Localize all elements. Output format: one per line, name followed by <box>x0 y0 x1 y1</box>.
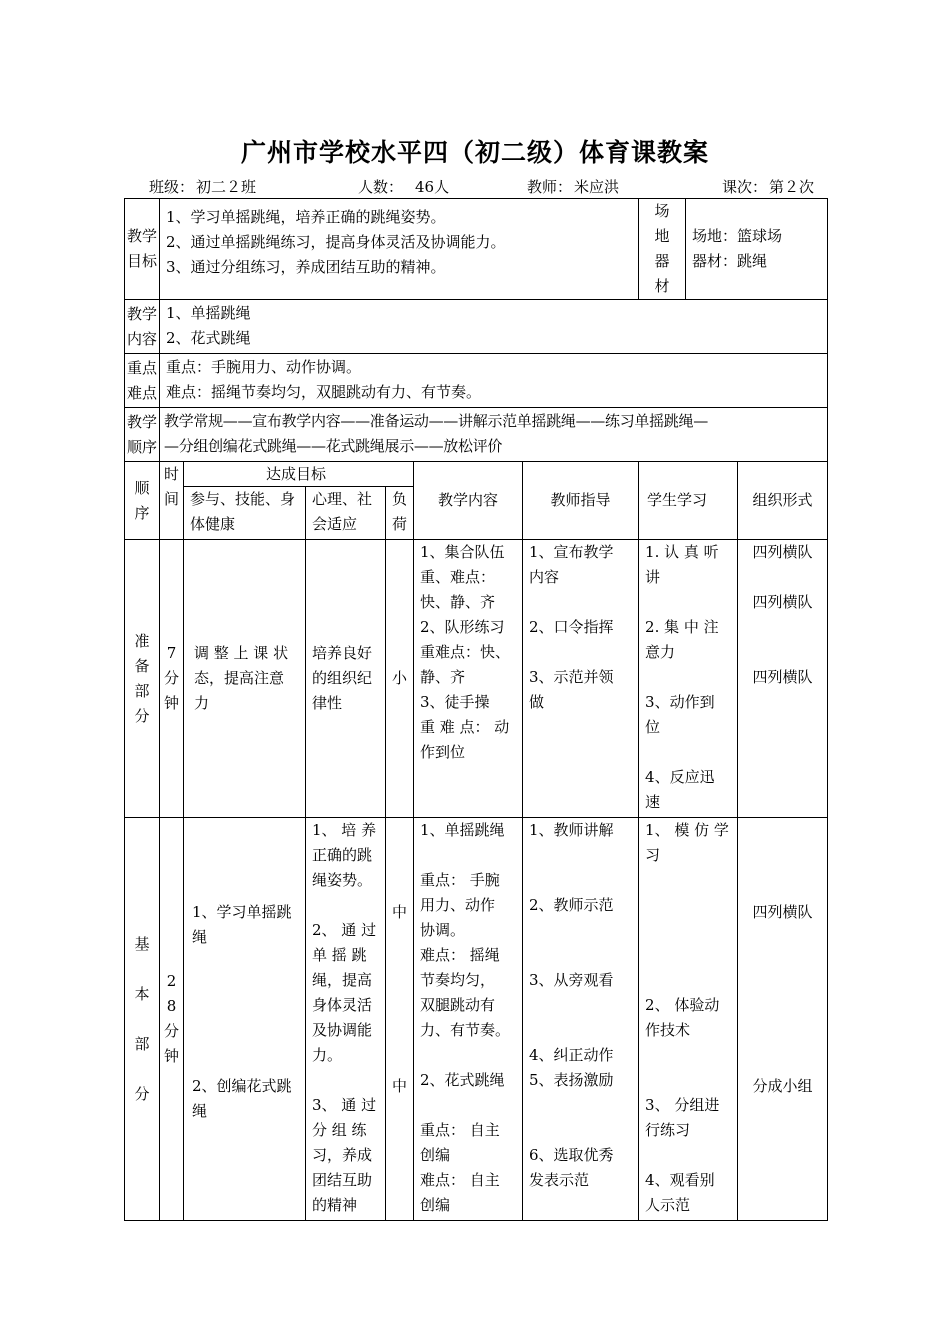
objective-item: 3、通过分组练习，养成团结互助的精神。 <box>166 258 446 276</box>
basic-load <box>386 818 414 1221</box>
guide-header: 教师指导 <box>523 462 639 540</box>
prep-time: 7 分 钟 <box>160 540 184 818</box>
basic-org-2: 分成小组 <box>752 1077 813 1095</box>
prep-section-label: 准 备 部 分 <box>125 540 160 818</box>
student-header: 学生学习 <box>639 462 738 540</box>
keypoints-row <box>125 354 828 408</box>
objectives-label: 教学 目标 <box>125 199 160 300</box>
basic-skill-1: 1、学习单摇跳 绳 <box>192 903 292 946</box>
teacher-info <box>527 176 619 197</box>
lesson-plan-table <box>124 198 828 1221</box>
header-row-1 <box>125 462 828 487</box>
basic-skill-2: 2、创编花式跳 绳 <box>192 1077 292 1120</box>
load-header: 负 荷 <box>386 487 414 540</box>
teacher-value: 米应洪 <box>574 178 620 196</box>
venue-value: 场地：篮球场 <box>692 227 783 245</box>
basic-row <box>125 818 828 1221</box>
prep-mental: 培养良好 的组织纪 律性 <box>306 540 386 818</box>
content-label: 教学 内容 <box>125 300 160 354</box>
basic-section-label: 基 本 部 分 <box>125 818 160 1221</box>
keypoints-label: 重点 难点 <box>125 354 160 408</box>
keypoint-item: 难点：摇绳节奏均匀，双腿跳动有力、有节奏。 <box>166 383 482 401</box>
basic-org-1: 四列横队 <box>752 903 813 921</box>
basic-guide: 1、教师讲解 2、教师示范 3、从旁观看 4、纠正动作 5、表扬激励 6、选取优秀 发表示范 <box>523 818 639 1221</box>
prep-content: 1、集合队伍 重、难点： 快、静、齐 2、队形练习 重难点：快、 静、齐 3、徒手操 重 难 点： 动 作到位 <box>414 540 523 818</box>
prep-skill: 调 整 上 课 状 态，提高注意 力 <box>184 540 306 818</box>
lesson-value: 第２次 <box>769 178 815 196</box>
basic-content: 1、单摇跳绳 重点： 手腕 用力、动作 协调。 难点： 摇绳 节奏均匀， 双腿跳动有 力、有节奏。 2、花式跳绳 重点： 自主 创编 难点： 自主 创编 <box>414 818 523 1221</box>
prep-load: 小 <box>386 540 414 818</box>
content-row <box>125 300 828 354</box>
objective-item: 1、学习单摇跳绳，培养正确的跳绳姿势。 <box>166 208 446 226</box>
basic-load-2: 中 <box>391 1077 407 1095</box>
basic-mental: 1、 培 养 正确的跳 绳姿势。 2、 通 过 单 摇 跳 绳，提高 身体灵活 及协调能 力。 3、 通 过 分 组 练 习，养成 团结互助 的精神 <box>306 818 386 1221</box>
equipment-value: 器材：跳绳 <box>692 252 768 270</box>
objectives-row <box>125 199 828 300</box>
basic-skill <box>184 818 306 1221</box>
prep-row <box>125 540 828 818</box>
time-header: 时 间 <box>160 462 184 540</box>
objective-item: 2、通过单摇跳绳练习，提高身体灵活及协调能力。 <box>166 233 506 251</box>
prep-org: 四列横队 四列横队 四列横队 <box>738 540 828 818</box>
count-label: 人数： <box>358 178 404 196</box>
basic-time: 2 8 分 钟 <box>160 818 184 1221</box>
class-value: 初二２班 <box>196 178 257 196</box>
page-title: 广州市学校水平四（初二级）体育课教案 <box>240 138 709 167</box>
basic-load-1: 中 <box>391 903 407 921</box>
lesson-label: 课次： <box>722 178 768 196</box>
mental-header: 心理、社 会适应 <box>306 487 386 540</box>
teacher-label: 教师： <box>527 178 573 196</box>
order-text: 教学常规——宣布教学内容——准备运动——讲解示范单摇跳绳——练习单摇跳绳— —分组创编花式跳绳——花式跳绳展示——放松评价 <box>160 408 828 462</box>
objectives-list <box>160 199 639 300</box>
prep-student: 1. 认 真 听 讲 2. 集 中 注 意力 3、动作到 位 4、反应迅 速 <box>639 540 738 818</box>
count-value: 46人 <box>415 178 450 196</box>
class-info <box>149 176 256 197</box>
seq-header: 顺 序 <box>125 462 160 540</box>
keypoints-list <box>160 354 828 408</box>
order-label: 教学 顺序 <box>125 408 160 462</box>
teach-content-header: 教学内容 <box>414 462 523 540</box>
content-item: 2、花式跳绳 <box>166 329 251 347</box>
goals-header: 达成目标 <box>184 462 414 487</box>
basic-student: 1、 模 仿 学 习 2、 体验动 作技术 3、 分组进 行练习 4、观看别 人示范 <box>639 818 738 1221</box>
basic-org <box>738 818 828 1221</box>
class-label: 班级： <box>149 178 195 196</box>
venue-label: 场 地 器 材 <box>639 199 686 299</box>
prep-guide: 1、宣布教学 内容 2、口令指挥 3、示范并领 做 <box>523 540 639 818</box>
org-header: 组织形式 <box>738 462 828 540</box>
content-item: 1、单摇跳绳 <box>166 304 251 322</box>
lesson-info <box>722 176 814 197</box>
keypoint-item: 重点：手腕用力、动作协调。 <box>166 358 362 376</box>
content-list <box>160 300 828 354</box>
order-row <box>125 408 828 462</box>
venue-cell <box>639 199 828 300</box>
count-info <box>358 176 449 197</box>
skill-header: 参与、技能、身 体健康 <box>184 487 306 540</box>
